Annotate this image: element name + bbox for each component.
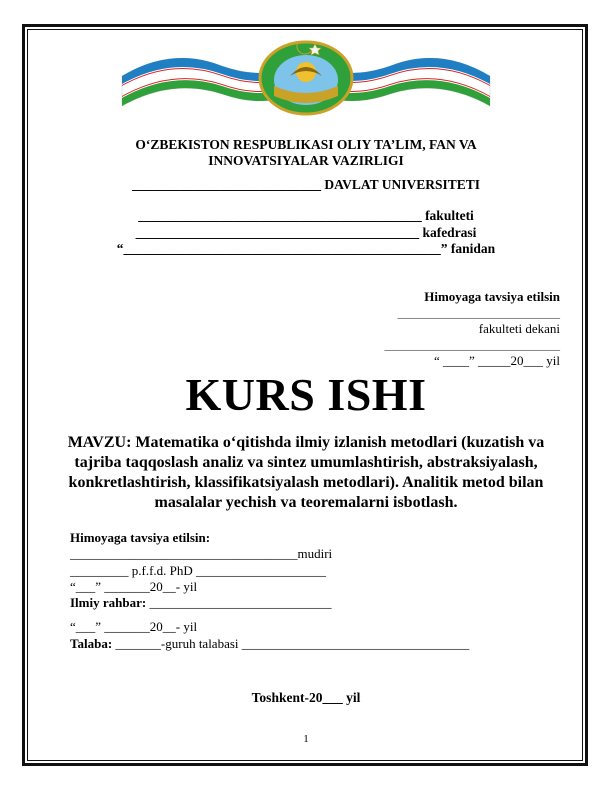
subject-line: “_______________________________________________” fanidan [116,241,496,256]
head-of-department-line: ___________________________________mudiri [70,546,333,561]
student-line: _______-guruh talabasi ___________________________________ [112,636,470,651]
supervisor-label: Ilmiy rahbar: [70,595,147,610]
approval-left-title: Himoyaga tavsiya etilsin: [70,530,211,545]
dean-label: fakulteti dekani [478,321,560,336]
supervisor-line: ____________________________ [146,595,332,610]
main-title: KURS ISHI [185,369,427,420]
phd-line: _________ p.f.f.d. PhD ____________________ [70,563,327,578]
approval-left-date-1: “___” _______20__- yil [70,579,198,594]
university-line: ____________________________ DAVLAT UNIVERSITETI [131,177,481,192]
supervisor-row [70,595,331,611]
state-emblem-flag-icon [112,36,500,116]
department-line: __________________________________________ kafedrasi [135,225,477,240]
student-row [70,636,469,652]
topic-line-4: masalalar yechish va teoremalarni isbotlash. [154,494,458,511]
approval-right-date: “ ____” _____20___ yil [433,353,560,368]
topic-line-3: konkretlashtirish, klassifikatsiyalash metodlari). Analitik metod bilan [68,474,544,491]
topic-line-1: MAVZU: Matematika o‘qitishda ilmiy izlanish metodlari (kuzatish va [67,434,545,451]
ministry-line-2: INNOVATSIYALAR VAZIRLIGI [208,153,404,168]
approval-right-title: Himoyaga tavsiya etilsin [424,289,560,304]
city-year: Toshkent-20___ yil [251,690,361,705]
approval-left-date-2: “___” _______20__- yil [70,619,198,634]
student-label: Talaba: [70,636,113,651]
approval-right-line-2: ___________________________ [384,337,560,352]
ministry-line-1: O‘ZBEKISTON RESPUBLIKASI OLIY TA’LIM, FAN VA [135,137,477,152]
topic-line-2: tajriba taqqoslash analiz va sintez umumlashtirish, abstraksiyalash, [74,454,538,471]
page-number: 1 [303,733,309,745]
approval-right-line-1: _________________________ [397,305,560,320]
faculty-line: __________________________________________ fakulteti [138,208,474,223]
